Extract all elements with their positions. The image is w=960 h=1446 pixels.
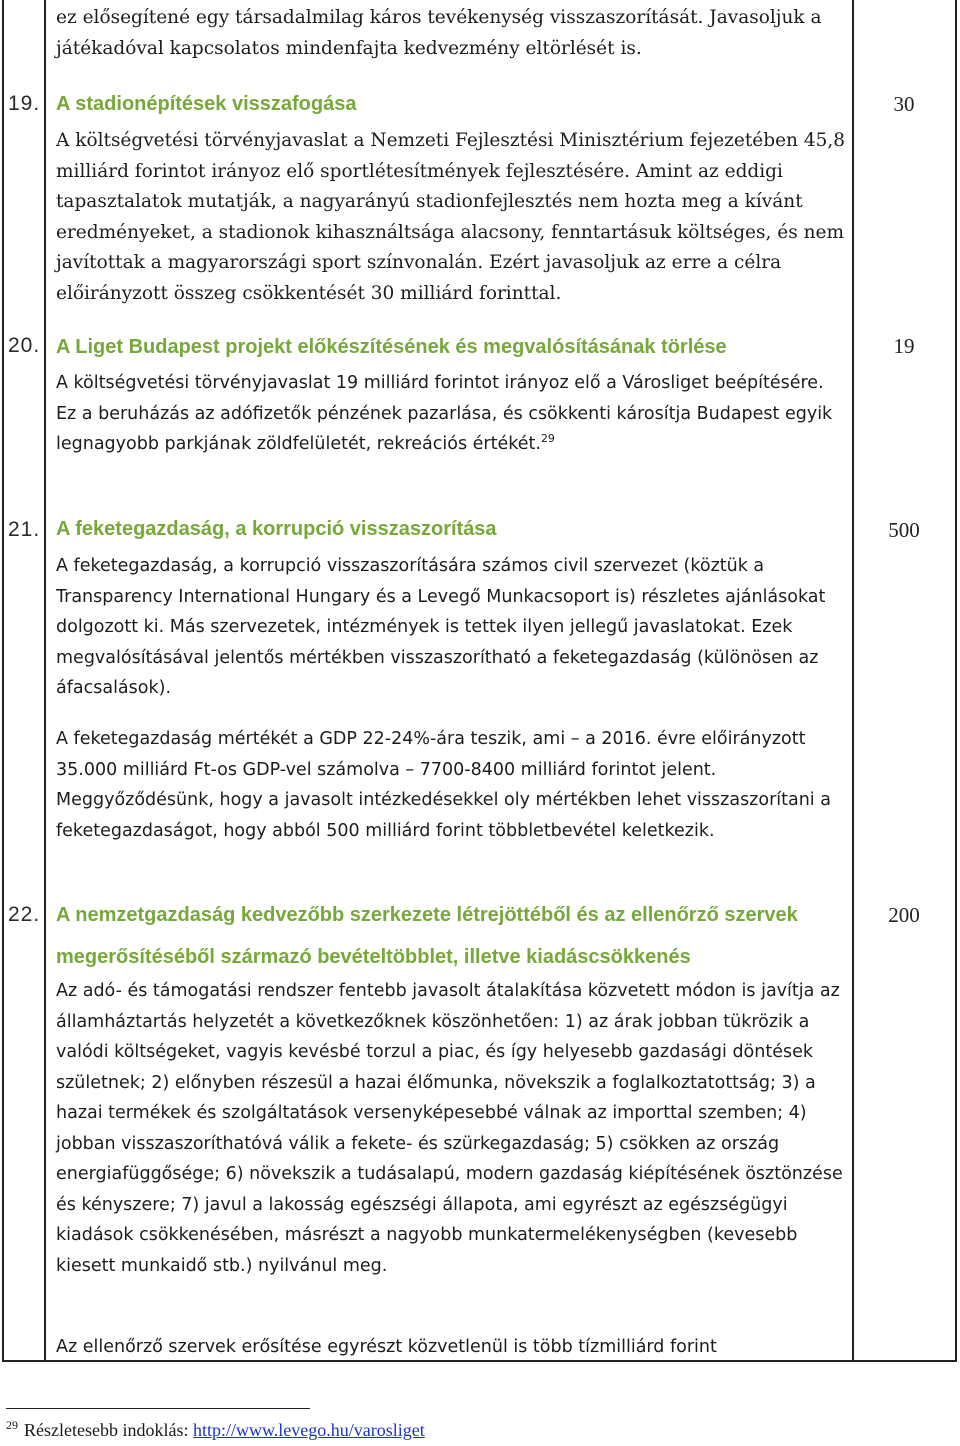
item-number: 22. bbox=[8, 903, 41, 926]
item-amount: 30 bbox=[893, 92, 915, 116]
item-paragraph: Az adó- és támogatási rendszer fentebb javasolt átalakítása közvetett módon is javítja az államháztartás helyzetét a következőknek köszönhetően: 1) az árak jobban tükrözik a valódi költségeket, vagyis kevésbé torzul a piac, és így helyesebb gazdasági döntések születnek; 2) előnyben részesül a hazai élőmunka, növekszik a foglalkoztatottság; 3) a hazai termékek és szolgáltatások versenyképesebbé válnak az importtal szemben; 4) jobban visszaszoríthatóvá válik a fekete- és szürkegazdaság; 5) csökken az ország energiafüggősége; 6) növekszik a tudásalapú, modern gazdaság kiépítésének ösztönzése és kényszere; 7) javul a lakosság egészségi állapota, ami egyrészt az egészségügyi kiadások csökkenésében, másrészt a nagyobb munkatermelékenységben (kevesebb kiesett munkaidő stb.) nyilvánul meg. bbox=[56, 981, 843, 1276]
item-paragraph: A feketegazdaság, a korrupció visszaszorítására számos civil szervezet (köztük a Transparency International Hungary és a Levegő Munkacsoport is) részletes ajánlásokat dolgozott ki. Más szervezetek, intézmények is tettek ilyen jellegű javaslatokat. Ezek megvalósításával jelentős mértékben visszaszorítható a feketegazdaság (különösen az áfacsalások). bbox=[56, 556, 826, 698]
column-divider-number bbox=[44, 0, 46, 1362]
item-number: 19. bbox=[8, 92, 41, 115]
footnote-text: Részletesebb indoklás: bbox=[24, 1420, 193, 1440]
footnote-ref[interactable]: 29 bbox=[540, 432, 555, 446]
item-amount: 200 bbox=[888, 903, 920, 927]
item-title: A feketegazdaság, a korrupció visszaszorítása bbox=[56, 518, 497, 540]
item-title: A nemzetgazdaság kedvezőbb szerkezete létrejöttéből és az ellenőrző szervek megerősítéséből származó bevételtöbblet, illetve kiadáscsökkenés bbox=[56, 904, 798, 968]
item-number: 20. bbox=[8, 334, 41, 357]
item-title: A Liget Budapest projekt előkészítésének és megvalósításának törlése bbox=[56, 336, 727, 358]
footnote-link[interactable]: http://www.levego.hu/varosliget bbox=[192, 1420, 425, 1440]
item-paragraph bbox=[56, 368, 846, 460]
footnote bbox=[6, 1418, 425, 1441]
item-amount: 500 bbox=[888, 518, 920, 542]
item-paragraph-text: A költségvetési törvényjavaslat 19 milliárd forintot irányoz elő a Városliget beépítésére. Ez a beruházás az adófizetők pénzének pazarlása, és csökkenti károsítja Budapest egyik legnagyobb parkjának zöldfelületét, rekreációs értékét. bbox=[56, 373, 833, 454]
item-amount: 19 bbox=[893, 334, 915, 358]
footnote-separator bbox=[6, 1408, 310, 1409]
item-title: A stadionépítések visszafogása bbox=[56, 93, 357, 115]
column-divider-amount bbox=[852, 0, 854, 1362]
item-paragraph: Az ellenőrző szervek erősítése egyrészt közvetlenül is több tízmilliárd forint bbox=[56, 1337, 717, 1357]
intro-paragraph: ez elősegítené egy társadalmilag káros tevékenység visszaszorítását. Javasoljuk a játékadóval kapcsolatos mindenfajta kedvezmény eltörlését is. bbox=[56, 7, 822, 59]
item-paragraph: A költségvetési törvényjavaslat a Nemzeti Fejlesztési Minisztérium fejezetében 45,8 milliárd forintot irányoz elő sportlétesítmények fejlesztésére. Amint az eddigi tapasztalatok mutatják, a nagyarányú stadionfejlesztés nem hozta meg a kívánt eredményeket, a stadionok kihasználtsága alacsony, fenntartásuk költséges, és nem javítottak a magyarországi sport színvonalán. Ezért javasoljuk az erre a célra előirányzott összeg csökkentését 30 milliárd forinttal. bbox=[56, 130, 846, 304]
item-paragraph: A feketegazdaság mértékét a GDP 22-24%-ára teszik, ami – a 2016. évre előirányzott 35.000 milliárd Ft-os GDP-vel számolva – 7700-8400 milliárd forintot jelent. Meggyőződésünk, hogy a javasolt intézkedésekkel oly mértékben lehet visszaszorítani a feketegazdaságot, hogy abból 500 milliárd forint többletbevétel keletkezik. bbox=[56, 729, 831, 841]
item-number: 21. bbox=[8, 518, 41, 541]
footnote-number: 29 bbox=[6, 1418, 18, 1432]
